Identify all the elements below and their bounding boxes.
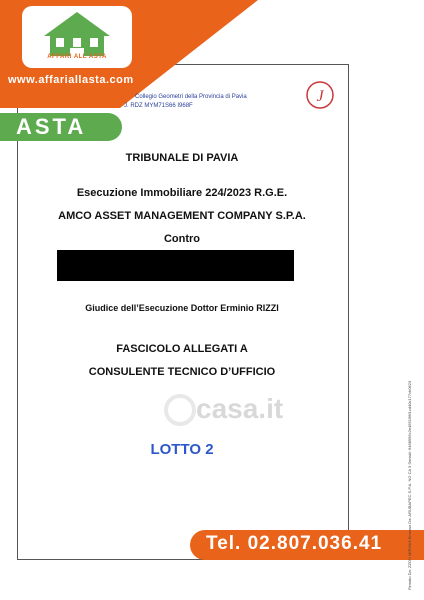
stamp-logo-icon — [305, 80, 335, 110]
file-title-line2: CONSULENTE TECNICO D’UFFICIO — [88, 366, 276, 378]
digital-signature-text: Firmato Da: ZZON MIRYAM Emesso Da: ARUBAPEC S.P.A. NG CA 3 Serial#: 6468956c2e465196f1cd40c177cb0623 — [407, 380, 412, 590]
logo-text: AFFARI ALL'ASTA — [47, 54, 107, 60]
svg-text:J: J — [316, 88, 324, 105]
letterhead-line1: Collegio Geometri della Provincia di Pavia — [135, 94, 247, 100]
phone-number[interactable]: Tel. 02.807.036.41 — [206, 533, 383, 554]
asta-label: ASTA — [16, 114, 87, 139]
redacted-debtor-box — [57, 250, 294, 281]
against-label: Contro — [163, 233, 201, 245]
court-title: TRIBUNALE DI PAVIA — [125, 152, 239, 164]
watermark-text: casa.it — [196, 393, 284, 424]
lot-number: LOTTO 2 — [150, 441, 214, 458]
creditor-name: AMCO ASSET MANAGEMENT COMPANY S.P.A. — [58, 210, 306, 222]
execution-number: Esecuzione Immobiliare 224/2023 R.G.E. — [76, 187, 288, 199]
judge-line: Giudice dell’Esecuzione Dottor Erminio RIZZI — [85, 303, 279, 313]
letterhead-line2: J. RDZ MYM71S66 I968F — [124, 103, 193, 109]
file-title-line1: FASCICOLO ALLEGATI A — [116, 343, 248, 355]
site-url-link[interactable]: www.affariallasta.com — [8, 74, 134, 86]
digital-signature-strip — [407, 300, 419, 590]
